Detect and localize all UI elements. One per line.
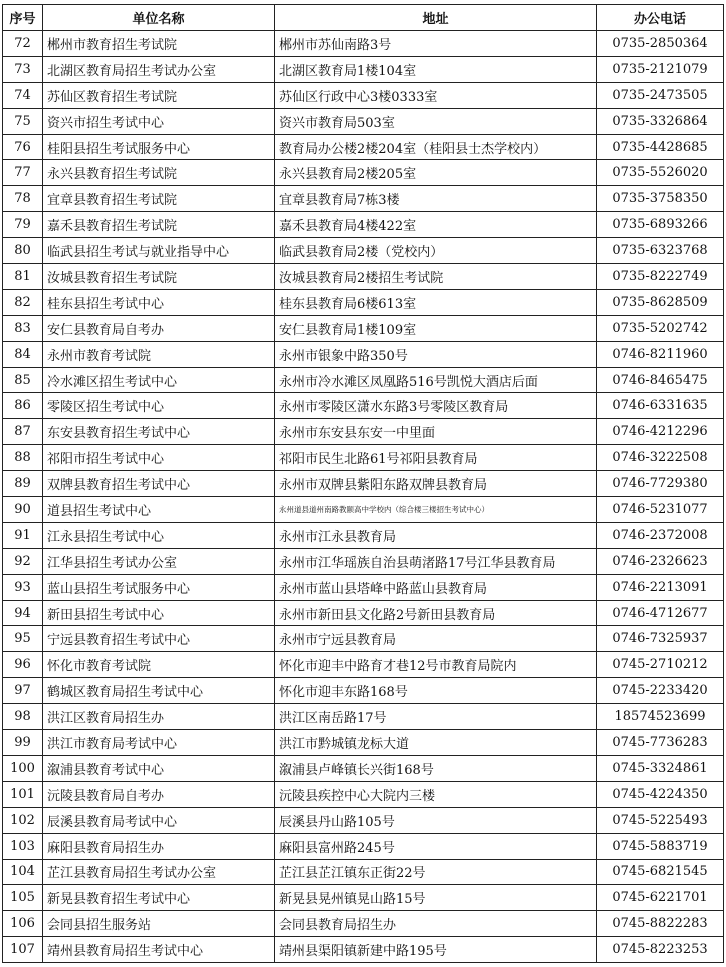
cell-address: 永州市冷水滩区凤凰路516号凯悦大酒店后面: [275, 367, 597, 393]
cell-number: 97: [3, 678, 43, 704]
cell-address: 汝城县教育局2楼招生考试院: [275, 264, 597, 290]
table-row: [3, 626, 724, 652]
cell-address: 永州市新田县文化路2号新田县教育局: [275, 600, 597, 626]
table-row: [3, 937, 724, 963]
cell-phone: 0735-2121079: [597, 56, 724, 82]
cell-unit-name: 沅陵县教育局自考办: [43, 781, 275, 807]
cell-number: 88: [3, 445, 43, 471]
cell-number: 72: [3, 31, 43, 57]
cell-unit-name: 麻阳县教育局招生办: [43, 833, 275, 859]
cell-phone: 0745-2710212: [597, 652, 724, 678]
contact-table: [2, 4, 724, 963]
cell-phone: 0746-3222508: [597, 445, 724, 471]
cell-number: 87: [3, 419, 43, 445]
cell-phone: 0745-8822283: [597, 911, 724, 937]
cell-unit-name: 东安县教育招生考试中心: [43, 419, 275, 445]
cell-phone: 0735-6323768: [597, 238, 724, 264]
cell-number: 82: [3, 289, 43, 315]
table-row: [3, 652, 724, 678]
cell-unit-name: 嘉禾县教育招生考试院: [43, 212, 275, 238]
cell-number: 86: [3, 393, 43, 419]
table-row: [3, 212, 724, 238]
cell-number: 81: [3, 264, 43, 290]
cell-unit-name: 江华县招生考试办公室: [43, 548, 275, 574]
table-body: [3, 31, 724, 963]
cell-number: 93: [3, 574, 43, 600]
table-row: [3, 911, 724, 937]
cell-unit-name: 祁阳市招生考试中心: [43, 445, 275, 471]
cell-address: 永州市宁远县教育局: [275, 626, 597, 652]
cell-address: 沅陵县疾控中心大院内三楼: [275, 781, 597, 807]
cell-address: 麻阳县富州路245号: [275, 833, 597, 859]
cell-unit-name: 资兴市招生考试中心: [43, 108, 275, 134]
cell-address: 永州市江永县教育局: [275, 522, 597, 548]
table-row: [3, 31, 724, 57]
cell-number: 76: [3, 134, 43, 160]
table-row: [3, 781, 724, 807]
cell-number: 99: [3, 730, 43, 756]
cell-unit-name: 洪江区教育局招生办: [43, 704, 275, 730]
cell-address: 永州市零陵区潇水东路3号零陵区教育局: [275, 393, 597, 419]
cell-address: 安仁县教育局1楼109室: [275, 315, 597, 341]
cell-phone: 0746-8211960: [597, 341, 724, 367]
table-row: [3, 238, 724, 264]
cell-unit-name: 桂阳县招生考试服务中心: [43, 134, 275, 160]
cell-phone: 0745-2233420: [597, 678, 724, 704]
cell-unit-name: 新晃县教育招生考试中心: [43, 885, 275, 911]
table-row: [3, 600, 724, 626]
cell-unit-name: 会同县招生服务站: [43, 911, 275, 937]
table-row: [3, 730, 724, 756]
cell-phone: 0745-8223253: [597, 937, 724, 963]
cell-unit-name: 靖州县教育局招生考试中心: [43, 937, 275, 963]
table-row: [3, 859, 724, 885]
cell-phone: 0745-5883719: [597, 833, 724, 859]
table-row: [3, 289, 724, 315]
table-row: [3, 134, 724, 160]
table-row: [3, 704, 724, 730]
cell-address: 苏仙区行政中心3楼0333室: [275, 82, 597, 108]
cell-number: 89: [3, 471, 43, 497]
cell-number: 90: [3, 497, 43, 523]
cell-phone: 0746-6331635: [597, 393, 724, 419]
cell-number: 80: [3, 238, 43, 264]
cell-unit-name: 苏仙区教育招生考试院: [43, 82, 275, 108]
table-row: [3, 160, 724, 186]
header-no: 序号: [3, 5, 43, 31]
cell-address: 嘉禾县教育局4楼422室: [275, 212, 597, 238]
cell-phone: 18574523699: [597, 704, 724, 730]
cell-address: 宜章县教育局7栋3楼: [275, 186, 597, 212]
cell-number: 101: [3, 781, 43, 807]
table-row: [3, 264, 724, 290]
cell-phone: 0746-4712677: [597, 600, 724, 626]
cell-number: 105: [3, 885, 43, 911]
cell-number: 98: [3, 704, 43, 730]
cell-address: 永州市江华瑶族自治县萌渚路17号江华县教育局: [275, 548, 597, 574]
header-name: 单位名称: [43, 5, 275, 31]
table-row: [3, 315, 724, 341]
cell-unit-name: 郴州市教育招生考试院: [43, 31, 275, 57]
cell-phone: 0746-2326623: [597, 548, 724, 574]
cell-address: 桂东县教育局6楼613室: [275, 289, 597, 315]
table-row: [3, 678, 724, 704]
cell-unit-name: 零陵区招生考试中心: [43, 393, 275, 419]
cell-phone: 0745-5225493: [597, 807, 724, 833]
cell-phone: 0745-3324861: [597, 755, 724, 781]
cell-number: 91: [3, 522, 43, 548]
cell-phone: 0735-4428685: [597, 134, 724, 160]
cell-phone: 0746-2372008: [597, 522, 724, 548]
cell-address: 新晃县晃州镇晃山路15号: [275, 885, 597, 911]
cell-unit-name: 双牌县教育招生考试中心: [43, 471, 275, 497]
cell-address: 北湖区教育局1楼104室: [275, 56, 597, 82]
cell-phone: 0735-8628509: [597, 289, 724, 315]
cell-unit-name: 怀化市教育考试院: [43, 652, 275, 678]
table-row: [3, 419, 724, 445]
header-address: 地址: [275, 5, 597, 31]
cell-unit-name: 芷江县教育局招生考试办公室: [43, 859, 275, 885]
table-row: [3, 445, 724, 471]
cell-phone: 0745-7736283: [597, 730, 724, 756]
cell-address: 临武县教育局2楼（党校内）: [275, 238, 597, 264]
cell-unit-name: 桂东县招生考试中心: [43, 289, 275, 315]
cell-number: 107: [3, 937, 43, 963]
cell-phone: 0745-4224350: [597, 781, 724, 807]
cell-address: 怀化市迎丰中路育才巷12号市教育局院内: [275, 652, 597, 678]
cell-address: 会同县教育局招生办: [275, 911, 597, 937]
cell-address: 辰溪县丹山路105号: [275, 807, 597, 833]
cell-phone: 0746-7325937: [597, 626, 724, 652]
table-row: [3, 755, 724, 781]
table-row: [3, 367, 724, 393]
cell-address: 永州道县道州南路教颐高中学校内（综合楼三楼招生考试中心）: [275, 497, 597, 523]
cell-number: 78: [3, 186, 43, 212]
cell-address: 永州市双牌县紫阳东路双牌县教育局: [275, 471, 597, 497]
cell-address: 永州市银象中路350号: [275, 341, 597, 367]
cell-unit-name: 永兴县教育招生考试院: [43, 160, 275, 186]
cell-phone: 0746-4212296: [597, 419, 724, 445]
cell-address: 芷江县芷江镇东正街22号: [275, 859, 597, 885]
cell-address: 怀化市迎丰东路168号: [275, 678, 597, 704]
cell-unit-name: 宜章县教育招生考试院: [43, 186, 275, 212]
cell-unit-name: 溆浦县教育考试中心: [43, 755, 275, 781]
table-row: [3, 497, 724, 523]
cell-unit-name: 永州市教育考试院: [43, 341, 275, 367]
cell-number: 83: [3, 315, 43, 341]
cell-address: 洪江市黔城镇龙标大道: [275, 730, 597, 756]
table-row: [3, 393, 724, 419]
cell-address: 洪江区南岳路17号: [275, 704, 597, 730]
cell-address: 祁阳市民生北路61号祁阳县教育局: [275, 445, 597, 471]
cell-number: 74: [3, 82, 43, 108]
cell-phone: 0735-5202742: [597, 315, 724, 341]
table-row: [3, 108, 724, 134]
cell-unit-name: 辰溪县教育局考试中心: [43, 807, 275, 833]
cell-number: 102: [3, 807, 43, 833]
cell-unit-name: 新田县招生考试中心: [43, 600, 275, 626]
cell-address: 溆浦县卢峰镇长兴街168号: [275, 755, 597, 781]
cell-phone: 0745-6221701: [597, 885, 724, 911]
cell-address: 永州市东安县东安一中里面: [275, 419, 597, 445]
cell-address: 教育局办公楼2楼204室（桂阳县士杰学校内）: [275, 134, 597, 160]
cell-number: 75: [3, 108, 43, 134]
cell-phone: 0746-7729380: [597, 471, 724, 497]
table-row: [3, 885, 724, 911]
cell-address: 资兴市教育局503室: [275, 108, 597, 134]
cell-number: 84: [3, 341, 43, 367]
cell-unit-name: 冷水滩区招生考试中心: [43, 367, 275, 393]
cell-unit-name: 道县招生考试中心: [43, 497, 275, 523]
cell-unit-name: 江永县招生考试中心: [43, 522, 275, 548]
table-row: [3, 56, 724, 82]
cell-number: 96: [3, 652, 43, 678]
table-row: [3, 522, 724, 548]
cell-unit-name: 蓝山县招生考试服务中心: [43, 574, 275, 600]
cell-phone: 0735-8222749: [597, 264, 724, 290]
cell-unit-name: 鹤城区教育局招生考试中心: [43, 678, 275, 704]
table-row: [3, 833, 724, 859]
cell-number: 95: [3, 626, 43, 652]
header-row: [3, 5, 724, 31]
cell-address: 靖州县渠阳镇新建中路195号: [275, 937, 597, 963]
cell-address: 永兴县教育局2楼205室: [275, 160, 597, 186]
header-phone: 办公电话: [597, 5, 724, 31]
table-row: [3, 471, 724, 497]
cell-number: 85: [3, 367, 43, 393]
cell-phone: 0735-2850364: [597, 31, 724, 57]
cell-phone: 0745-6821545: [597, 859, 724, 885]
cell-phone: 0735-3326864: [597, 108, 724, 134]
cell-phone: 0746-5231077: [597, 497, 724, 523]
cell-number: 106: [3, 911, 43, 937]
cell-address: 永州市蓝山县塔峰中路蓝山县教育局: [275, 574, 597, 600]
cell-address: 郴州市苏仙南路3号: [275, 31, 597, 57]
table-row: [3, 186, 724, 212]
cell-number: 104: [3, 859, 43, 885]
table-row: [3, 82, 724, 108]
cell-unit-name: 安仁县教育局自考办: [43, 315, 275, 341]
table-row: [3, 548, 724, 574]
cell-unit-name: 洪江市教育局考试中心: [43, 730, 275, 756]
cell-phone: 0746-2213091: [597, 574, 724, 600]
cell-number: 103: [3, 833, 43, 859]
cell-number: 79: [3, 212, 43, 238]
table-row: [3, 341, 724, 367]
cell-number: 73: [3, 56, 43, 82]
cell-phone: 0735-3758350: [597, 186, 724, 212]
cell-phone: 0735-5526020: [597, 160, 724, 186]
cell-number: 100: [3, 755, 43, 781]
cell-phone: 0735-6893266: [597, 212, 724, 238]
cell-unit-name: 汝城县教育招生考试院: [43, 264, 275, 290]
cell-number: 94: [3, 600, 43, 626]
table-row: [3, 574, 724, 600]
cell-phone: 0746-8465475: [597, 367, 724, 393]
cell-unit-name: 北湖区教育局招生考试办公室: [43, 56, 275, 82]
cell-unit-name: 宁远县教育招生考试中心: [43, 626, 275, 652]
cell-phone: 0735-2473505: [597, 82, 724, 108]
cell-number: 77: [3, 160, 43, 186]
cell-unit-name: 临武县招生考试与就业指导中心: [43, 238, 275, 264]
cell-number: 92: [3, 548, 43, 574]
table-row: [3, 807, 724, 833]
